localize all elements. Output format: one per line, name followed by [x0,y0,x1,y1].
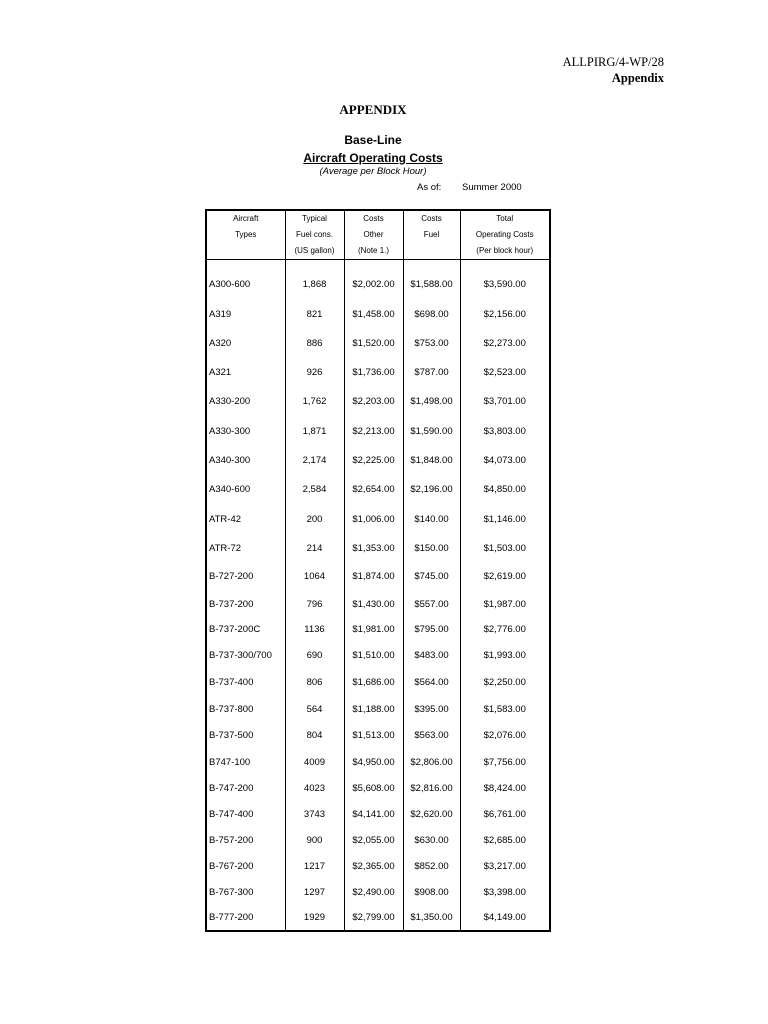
fuel-consumption-cell: 564 [285,696,344,722]
fuel-consumption-cell: 1136 [285,617,344,642]
total-operating-costs-cell: $2,156.00 [483,309,526,320]
fuel-costs-cell: $557.00 [403,591,460,617]
header-spacer-row [206,260,550,269]
aircraft-type-cell: B-737-400 [206,669,285,696]
total-operating-costs-cell: $1,993.00 [483,650,526,661]
other-costs-cell: $1,981.00 [344,617,403,642]
total-operating-costs-cell: $3,398.00 [483,886,526,898]
appendix-heading: APPENDIX [339,102,407,117]
fuel-costs-cell: $753.00 [403,329,460,358]
table-row [206,879,550,905]
as-of-label: As of: [417,182,442,193]
column-header-total-operating-costs: Total Operating Costs (Per block hour) [460,210,550,260]
aircraft-type-cell: B-737-300/700 [206,642,285,669]
fuel-costs-cell: $795.00 [403,617,460,642]
fuel-consumption-cell: 2,174 [285,446,344,475]
fuel-costs-cell: $140.00 [403,504,460,534]
other-costs-cell: $1,188.00 [344,696,403,722]
fuel-costs-cell: $630.00 [403,827,460,853]
fuel-consumption-cell: 1,868 [285,268,344,300]
aircraft-type-cell: B-737-200C [206,617,285,642]
fuel-consumption-cell: 1064 [285,562,344,591]
aircraft-type-cell: B-737-800 [206,696,285,722]
fuel-consumption-cell: 806 [285,669,344,696]
aircraft-type-cell: ATR-72 [206,534,285,562]
aircraft-type-cell: A320 [206,329,285,358]
fuel-consumption-cell: 1,762 [285,386,344,417]
other-costs-cell: $2,213.00 [344,417,403,446]
other-costs-cell: $2,799.00 [344,905,403,931]
fuel-costs-cell: $483.00 [403,642,460,669]
other-costs-cell: $1,874.00 [344,562,403,591]
fuel-consumption-cell: 886 [285,329,344,358]
other-costs-cell: $1,686.00 [344,669,403,696]
other-costs-cell: $1,353.00 [344,534,403,562]
other-costs-cell: $2,203.00 [344,386,403,417]
other-costs-cell: $1,736.00 [344,358,403,386]
total-operating-costs-cell: $3,217.00 [483,860,526,872]
total-operating-costs-cell: $2,776.00 [483,624,526,635]
other-costs-cell: $5,608.00 [344,775,403,801]
document-reference: ALLPIRG/4-WP/28 [562,55,664,69]
fuel-consumption-cell: 4009 [285,749,344,775]
fuel-costs-cell: $1,848.00 [403,446,460,475]
aircraft-type-cell: B-757-200 [206,827,285,853]
fuel-consumption-cell: 1,871 [285,417,344,446]
column-header-aircraft-types: Aircraft Types [206,210,285,260]
total-operating-costs-cell: $2,619.00 [483,571,526,582]
operating-costs-table [205,209,551,932]
total-operating-costs-cell: $2,076.00 [483,730,526,741]
total-operating-costs-cell: $2,273.00 [483,338,526,349]
table-row [206,534,550,562]
aircraft-type-cell: B-747-400 [206,801,285,827]
fuel-consumption-cell: 900 [285,827,344,853]
other-costs-cell: $2,654.00 [344,475,403,504]
fuel-consumption-cell: 1297 [285,879,344,905]
aircraft-type-cell: B-727-200 [206,562,285,591]
other-costs-cell: $2,365.00 [344,853,403,879]
table-row [206,853,550,879]
table-row [206,749,550,775]
column-header-fuel-consumption: Typical Fuel cons. (US gallon) [285,210,344,260]
table-row [206,801,550,827]
fuel-consumption-cell: 821 [285,300,344,329]
total-operating-costs-cell: $4,073.00 [483,455,526,466]
base-line-heading: Base-Line [344,133,402,147]
fuel-costs-cell: $698.00 [403,300,460,329]
total-operating-costs-cell: $2,250.00 [483,677,526,688]
fuel-consumption-cell: 804 [285,722,344,749]
table-row [206,775,550,801]
total-operating-costs-cell: $6,761.00 [483,808,526,820]
table-row [206,475,550,504]
table-row [206,417,550,446]
table-row [206,722,550,749]
table-row [206,504,550,534]
total-operating-costs-cell: $8,424.00 [483,782,526,794]
table-row [206,386,550,417]
aircraft-type-cell: A340-600 [206,475,285,504]
total-operating-costs-cell: $2,685.00 [483,834,526,846]
table-row [206,642,550,669]
table-row [206,562,550,591]
fuel-consumption-cell: 2,584 [285,475,344,504]
table-row [206,827,550,853]
fuel-costs-cell: $150.00 [403,534,460,562]
other-costs-cell: $4,141.00 [344,801,403,827]
fuel-consumption-cell: 796 [285,591,344,617]
other-costs-cell: $4,950.00 [344,749,403,775]
fuel-consumption-cell: 214 [285,534,344,562]
aircraft-type-cell: B-737-500 [206,722,285,749]
fuel-consumption-cell: 3743 [285,801,344,827]
aircraft-type-cell: ATR-42 [206,504,285,534]
other-costs-cell: $2,490.00 [344,879,403,905]
table-row [206,696,550,722]
fuel-costs-cell: $564.00 [403,669,460,696]
aircraft-type-cell: B-737-200 [206,591,285,617]
total-operating-costs-cell: $4,850.00 [483,484,526,495]
other-costs-cell: $1,510.00 [344,642,403,669]
table-row [206,300,550,329]
column-header-fuel-costs: Costs Fuel [403,210,460,260]
table-row [206,358,550,386]
fuel-consumption-cell: 200 [285,504,344,534]
table-title: Aircraft Operating Costs [303,151,443,165]
other-costs-cell: $1,513.00 [344,722,403,749]
total-operating-costs-cell: $3,590.00 [483,278,526,290]
aircraft-type-cell: B747-100 [206,749,285,775]
aircraft-type-cell: B-747-200 [206,775,285,801]
aircraft-type-cell: B-767-300 [206,879,285,905]
other-costs-cell: $2,055.00 [344,827,403,853]
other-costs-cell: $1,006.00 [344,504,403,534]
aircraft-type-cell: A300-600 [206,268,285,300]
other-costs-cell: $2,002.00 [344,268,403,300]
total-operating-costs-cell: $1,146.00 [483,513,526,525]
fuel-costs-cell: $1,350.00 [403,905,460,931]
aircraft-type-cell: A330-300 [206,417,285,446]
fuel-costs-cell: $2,196.00 [403,475,460,504]
fuel-costs-cell: $852.00 [403,853,460,879]
table-row [206,268,550,300]
table-header-row [206,210,550,260]
fuel-costs-cell: $2,816.00 [403,775,460,801]
aircraft-type-cell: A340-300 [206,446,285,475]
fuel-consumption-cell: 690 [285,642,344,669]
table-subtitle: (Average per Block Hour) [319,166,427,177]
table-row [206,446,550,475]
fuel-consumption-cell: 4023 [285,775,344,801]
fuel-consumption-cell: 1929 [285,905,344,931]
table-row [206,329,550,358]
aircraft-type-cell: B-767-200 [206,853,285,879]
total-operating-costs-cell: $4,149.00 [483,912,526,923]
fuel-consumption-cell: 1217 [285,853,344,879]
fuel-costs-cell: $395.00 [403,696,460,722]
total-operating-costs-cell: $3,803.00 [483,426,526,437]
table-row [206,669,550,696]
total-operating-costs-cell: $3,701.00 [483,396,526,407]
fuel-costs-cell: $908.00 [403,879,460,905]
fuel-costs-cell: $2,620.00 [403,801,460,827]
fuel-costs-cell: $1,590.00 [403,417,460,446]
aircraft-type-cell: B-777-200 [206,905,285,931]
column-header-other-costs: Costs Other (Note 1.) [344,210,403,260]
fuel-costs-cell: $787.00 [403,358,460,386]
fuel-consumption-cell: 926 [285,358,344,386]
fuel-costs-cell: $1,588.00 [403,268,460,300]
section-label: Appendix [611,71,664,85]
fuel-costs-cell: $563.00 [403,722,460,749]
total-operating-costs-cell: $7,756.00 [483,756,526,768]
other-costs-cell: $1,458.00 [344,300,403,329]
total-operating-costs-cell: $1,987.00 [483,598,526,610]
total-operating-costs-cell: $1,503.00 [483,542,526,554]
other-costs-cell: $2,225.00 [344,446,403,475]
table-row [206,591,550,617]
total-operating-costs-cell: $2,523.00 [483,366,526,378]
table-row [206,617,550,642]
aircraft-type-cell: A321 [206,358,285,386]
as-of-value: Summer 2000 [462,182,522,193]
total-operating-costs-cell: $1,583.00 [483,703,526,715]
fuel-costs-cell: $745.00 [403,562,460,591]
table-row [206,905,550,931]
other-costs-cell: $1,520.00 [344,329,403,358]
fuel-costs-cell: $2,806.00 [403,749,460,775]
aircraft-type-cell: A330-200 [206,386,285,417]
fuel-costs-cell: $1,498.00 [403,386,460,417]
aircraft-type-cell: A319 [206,300,285,329]
other-costs-cell: $1,430.00 [344,591,403,617]
